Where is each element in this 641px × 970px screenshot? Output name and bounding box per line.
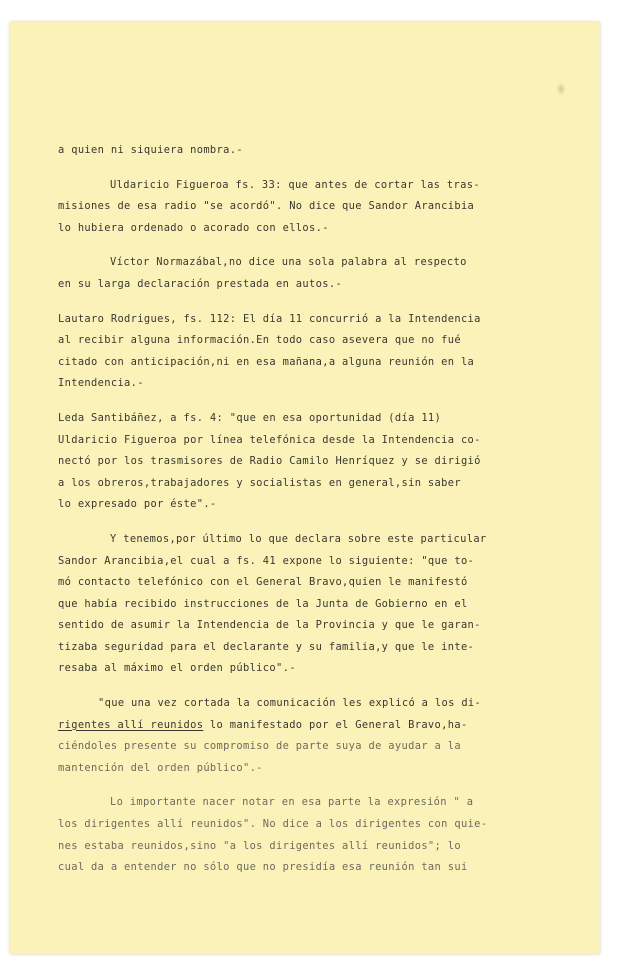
text-line: "que una vez cortada la comunicación les explicó a los di-: [98, 697, 482, 710]
paragraph: [58, 140, 578, 162]
text-line: Y tenemos,por último lo que declara sobre este particular: [110, 532, 487, 545]
text-line: al recibir alguna información.En todo caso asevera que no fué: [58, 334, 461, 347]
paragraph: [58, 792, 578, 878]
text-line: los dirigentes allí reunidos". No dice a los dirigentes con quie-: [58, 818, 488, 831]
text-line: Leda Santibáñez, a fs. 4: "que en esa oportunidad (día 11): [58, 411, 442, 424]
text-line: mantención del orden público".-: [58, 761, 263, 774]
text-line: mó contacto telefónico con el General Bravo,quien le manifestó: [58, 576, 468, 589]
paragraph: [58, 175, 578, 240]
text-line: lo expresado por éste".-: [58, 498, 217, 511]
text-line: lo hubiera ordenado o acorado con ellos.-: [58, 221, 329, 234]
text-line: que había recibido instrucciones de la Junta de Gobierno en el: [58, 597, 468, 610]
text-line: cual da a entender no sólo que no presidía esa reunión tan sui: [58, 861, 468, 874]
text-line: citado con anticipación,ni en esa mañana,a alguna reunión en la: [58, 355, 475, 368]
text-line: Víctor Normazábal,no dice una sola palabra al respecto: [110, 256, 467, 269]
text-line-underlined-fragment: [58, 715, 578, 737]
document-page: [10, 22, 600, 954]
paragraph: [58, 693, 578, 779]
paragraph: [58, 529, 578, 680]
paragraph: [58, 309, 578, 395]
text-line: a quien ni siquiera nombra.-: [58, 144, 243, 156]
text-line-rest: lo manifestado por el General Bravo,ha-: [203, 718, 468, 731]
text-line: nes estaba reunidos,sino "a los dirigentes allí reunidos"; lo: [58, 839, 461, 852]
text-line: en su larga declaración prestada en autos.-: [58, 277, 343, 290]
text-line: Sandor Arancibia,el cual a fs. 41 expone lo siguiente: "que to-: [58, 554, 475, 567]
text-line: a los obreros,trabajadores y socialistas en general,sin saber: [58, 476, 461, 489]
text-line: Lautaro Rodrigues, fs. 112: El día 11 concurrió a la Intendencia: [58, 312, 481, 325]
typed-text-body: [58, 140, 578, 879]
text-line: sentido de asumir la Intendencia de la Provincia y que le garan-: [58, 619, 481, 632]
paper-stain: [556, 82, 566, 96]
text-line: tizaba seguridad para el declarante y su familia,y que le inte-: [58, 640, 475, 653]
text-line: resaba al máximo el orden público".-: [58, 662, 296, 675]
text-line: ciéndoles presente su compromiso de parte suya de ayudar a la: [58, 740, 461, 753]
paragraph: [58, 408, 578, 516]
text-line: nectó por los trasmisores de Radio Camilo Henríquez y se dirigió: [58, 455, 481, 468]
text-line: Lo importante nacer notar en esa parte la expresión " a: [110, 796, 474, 809]
underlined-phrase: rigentes allí reunidos: [58, 718, 204, 731]
text-line: Uldaricio Figueroa fs. 33: que antes de cortar las tras-: [110, 178, 480, 191]
text-line: Intendencia.-: [58, 377, 144, 390]
text-line: misiones de esa radio "se acordó". No dice que Sandor Arancibia: [58, 200, 475, 213]
text-line: Uldaricio Figueroa por línea telefónica desde la Intendencia co-: [58, 433, 481, 446]
paragraph: [58, 252, 578, 295]
